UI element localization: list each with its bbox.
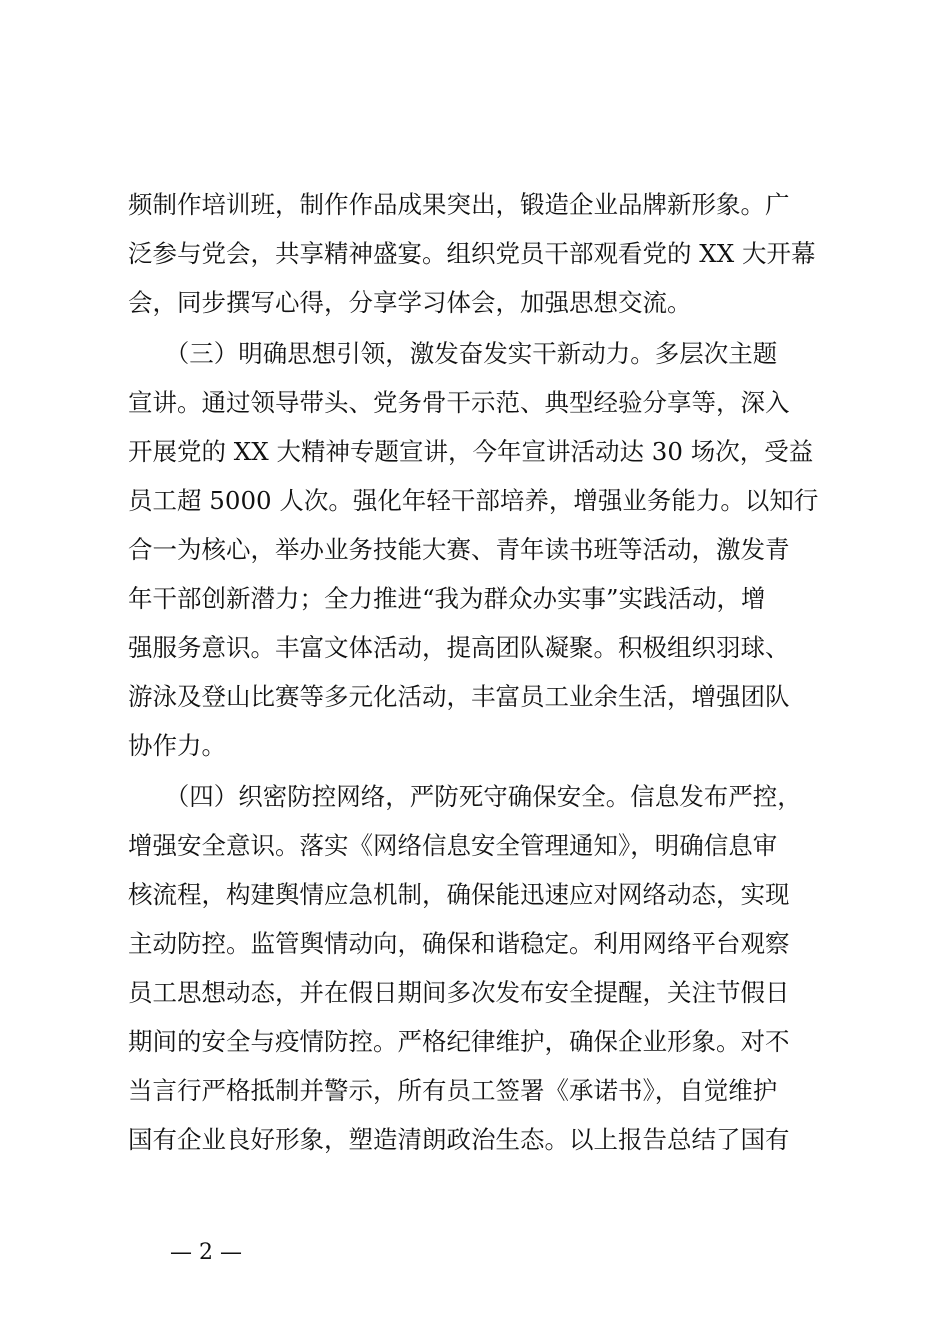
section-heading-line: （四）织密防控网络，严防死守确保安全。信息发布严控， — [128, 782, 802, 811]
text-line: 会，同步撰写心得，分享学习体会，加强思想交流。 — [128, 288, 692, 317]
text-line: 强服务意识。丰富文体活动，提高团队凝聚。积极组织羽球、 — [128, 633, 790, 662]
text-line: 开展党的 XX 大精神专题宣讲，今年宣讲活动达 30 场次，受益 — [128, 437, 814, 466]
text-line: 核流程，构建舆情应急机制，确保能迅速应对网络动态，实现 — [128, 880, 790, 909]
text-line: 游泳及登山比赛等多元化活动，丰富员工业余生活，增强团队 — [128, 682, 790, 711]
section-heading-line: （三）明确思想引领，激发奋发实干新动力。多层次主题 — [128, 339, 778, 368]
text-line: 增强安全意识。落实《网络信息安全管理通知》，明确信息审 — [128, 831, 778, 860]
text-line: 国有企业良好形象，塑造清朗政治生态。以上报告总结了国有 — [128, 1125, 790, 1154]
text-line: 期间的安全与疫情防控。严格纪律维护，确保企业形象。对不 — [128, 1027, 790, 1056]
text-line: 协作力。 — [128, 731, 226, 760]
page-number: — 2 — — [170, 1240, 242, 1265]
text-line: 当言行严格抵制并警示，所有员工签署《承诺书》，自觉维护 — [128, 1076, 778, 1105]
text-line: 宣讲。通过领导带头、党务骨干示范、典型经验分享等，深入 — [128, 388, 790, 417]
body-text — [128, 180, 828, 1164]
text-line: 频制作培训班，制作作品成果突出，锻造企业品牌新形象。广 — [128, 190, 790, 219]
text-line: 员工思想动态，并在假日期间多次发布安全提醒，关注节假日 — [128, 978, 790, 1007]
text-line: 合一为核心，举办业务技能大赛、青年读书班等活动，激发青 — [128, 535, 790, 564]
text-line: 年干部创新潜力；全力推进“我为群众办实事”实践活动，增 — [128, 584, 766, 613]
text-line: 泛参与党会，共享精神盛宴。组织党员干部观看党的 XX 大开幕 — [128, 239, 816, 268]
text-line: 主动防控。监管舆情动向，确保和谐稳定。利用网络平台观察 — [128, 929, 790, 958]
text-line: 员工超 5000 人次。强化年轻干部培养，增强业务能力。以知行 — [128, 486, 819, 515]
